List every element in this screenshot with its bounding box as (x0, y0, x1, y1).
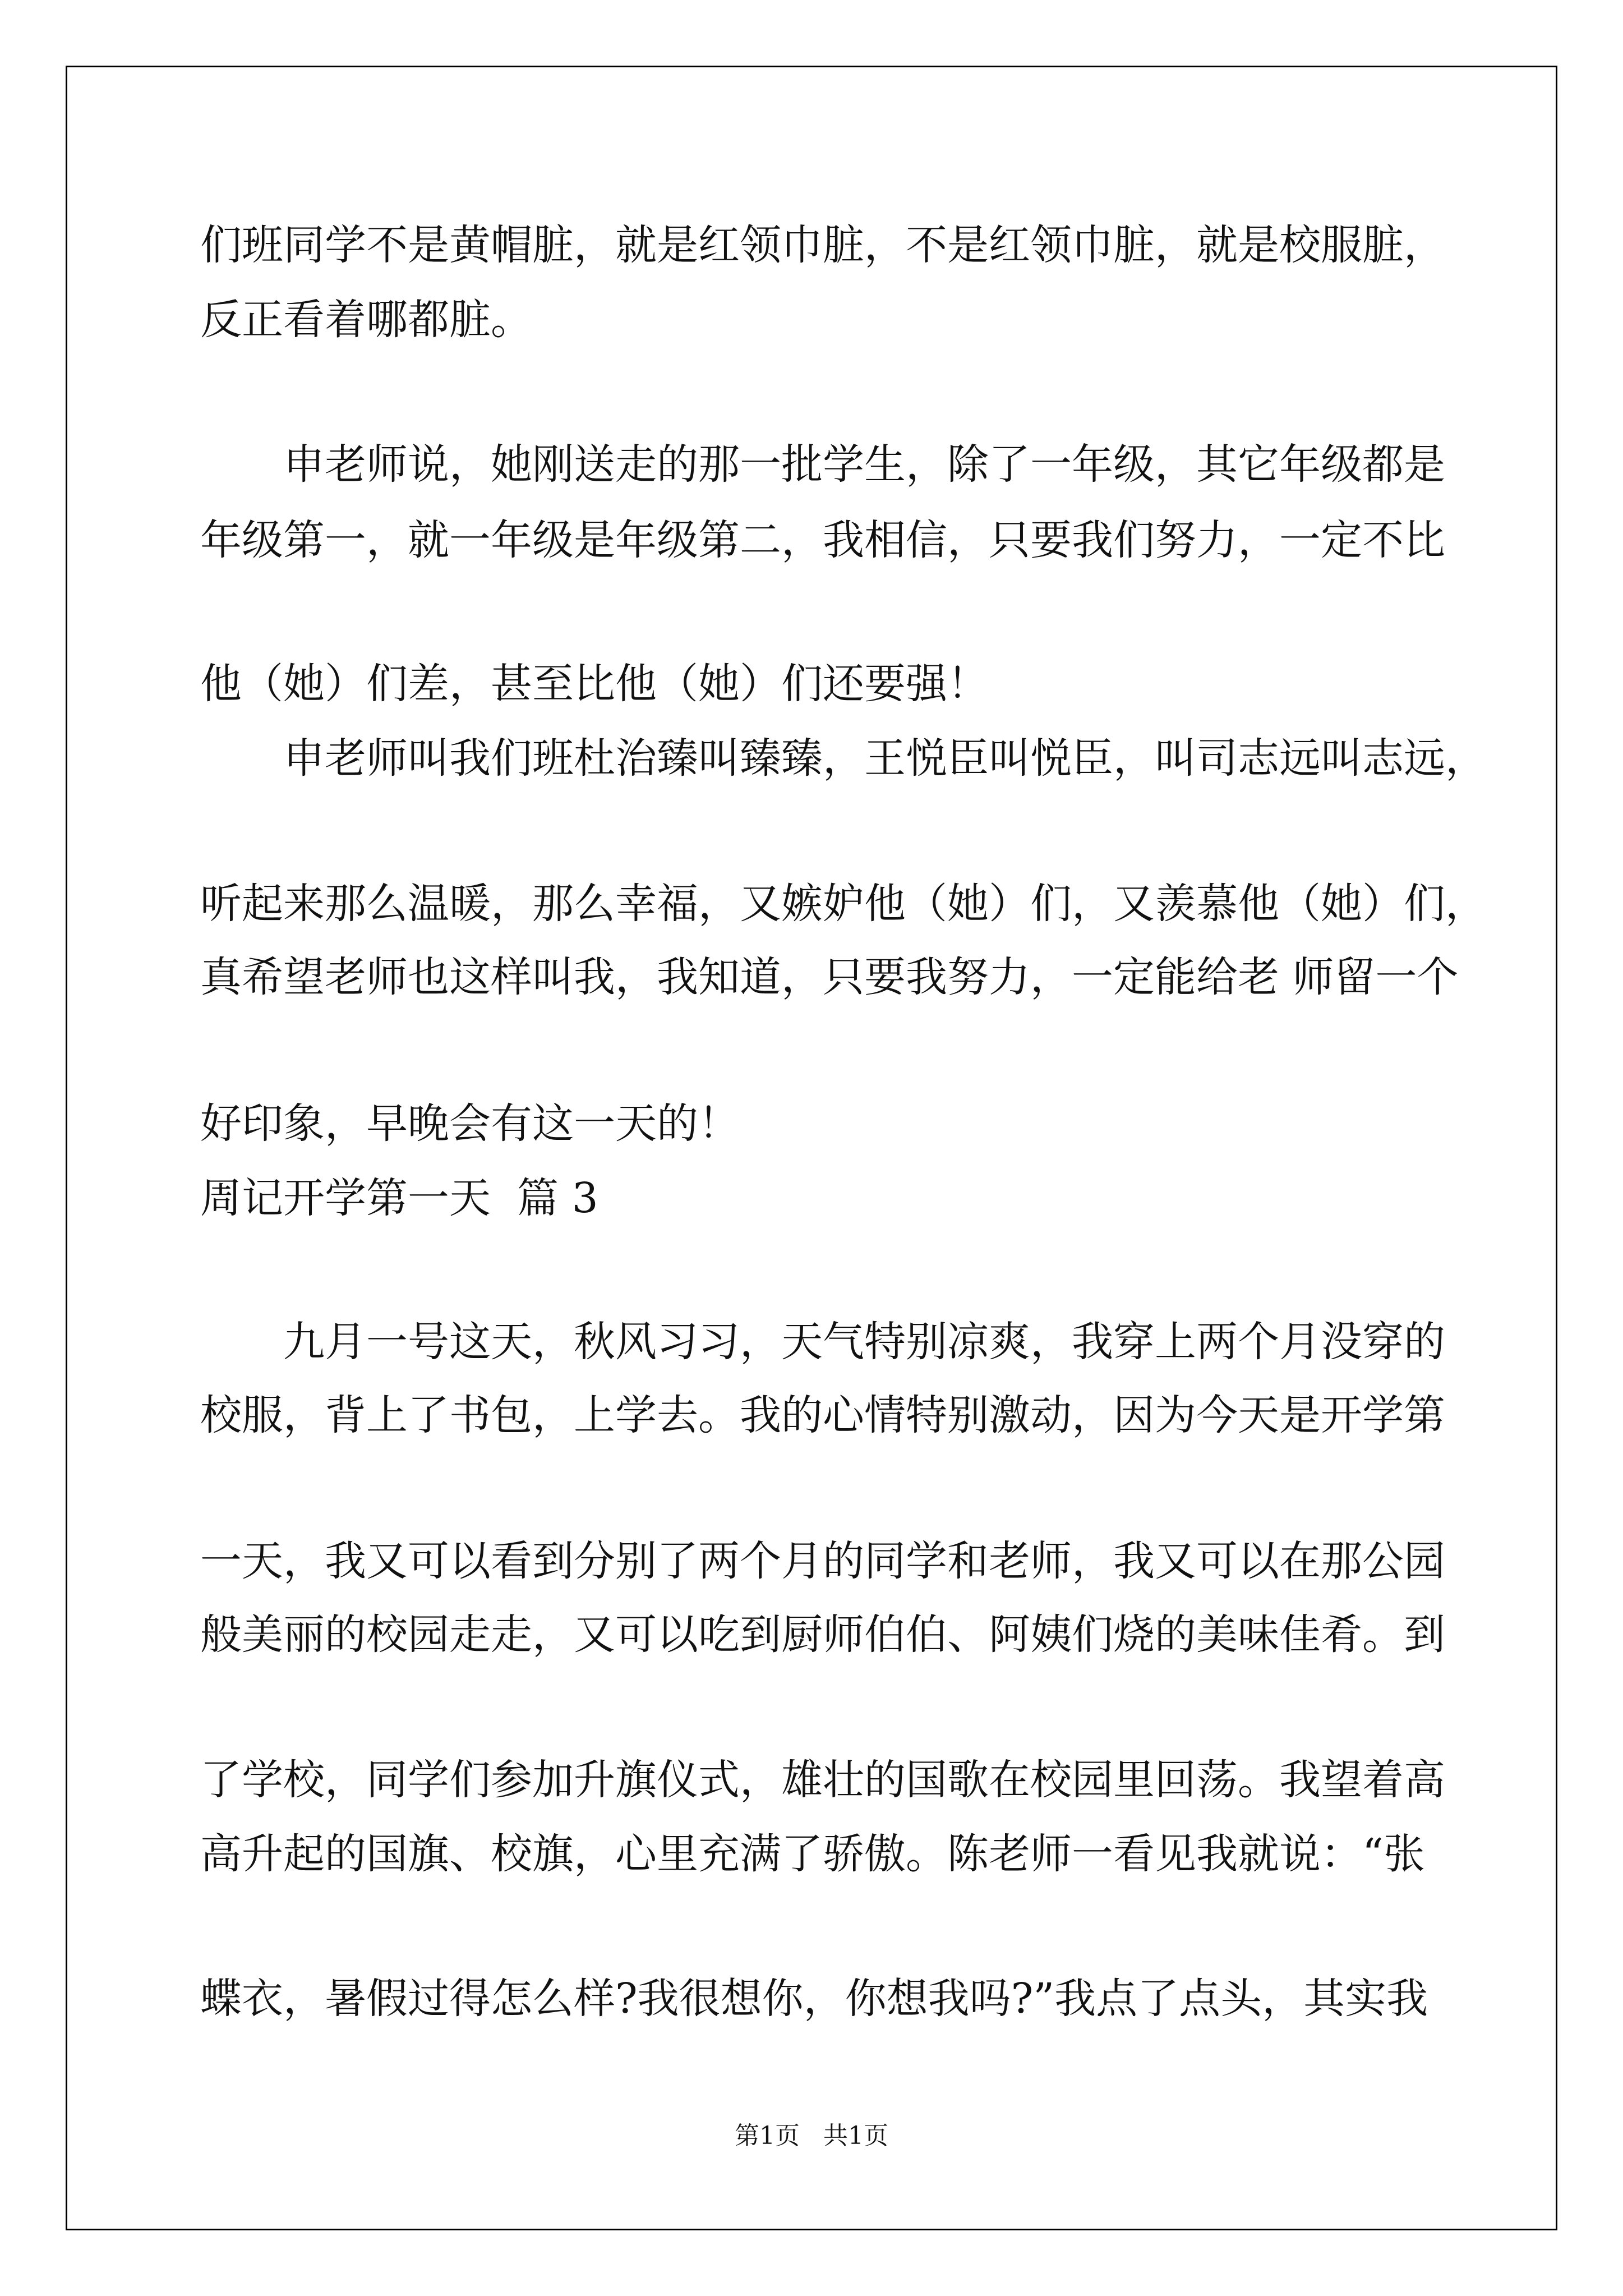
section-heading: 周记开学第一天 篇 3 (200, 1174, 598, 1222)
page-number-footer: 第1页 共1页 (735, 2122, 888, 2150)
text-line: 好印象，早晚会有这一天的！ (200, 1099, 740, 1148)
text-line: 听起来那么温暖，那么幸福，又嫉妒他（她）们，又羡慕他（她）们， (200, 880, 1487, 928)
text-line: 一天，我又可以看到分别了两个月的同学和老师，我又可以在那公园 (200, 1537, 1445, 1585)
text-line: 反正看着哪都脏。 (200, 296, 532, 344)
text-line: 了学校，同学们参加升旗仪式，雄壮的国歌在校园里回荡。我望着高 (200, 1756, 1445, 1804)
text-line: 们班同学不是黄帽脏，就是红领巾脏，不是红领巾脏，就是校服脏， (200, 221, 1445, 269)
text-line: 申老师说，她刚送走的那一批学生，除了一年级，其它年级都是 (283, 440, 1445, 489)
text-line: 他（她）们差，甚至比他（她）们还要强！ (200, 660, 989, 708)
text-line: 真希望老师也这样叫我，我知道，只要我努力，一定能给老 师留一个 (200, 953, 1459, 1001)
text-line: 高升起的国旗、校旗，心里充满了骄傲。陈老师一看见我就说：“张 (200, 1830, 1425, 1878)
text-line: 九月一号这天，秋风习习，天气特别凉爽，我穿上两个月没穿的 (283, 1318, 1445, 1366)
text-line: 蝶衣，暑假过得怎么样?我很想你，你想我吗?”我点了点头，其实我 (200, 1975, 1428, 2023)
text-line: 年级第一，就一年级是年级第二，我相信，只要我们努力，一定不比 (200, 516, 1445, 564)
text-line: 般美丽的校园走走，又可以吃到厨师伯伯、阿姨们烧的美味佳肴。到 (200, 1611, 1445, 1659)
text-line: 申老师叫我们班杜治臻叫臻臻，王悦臣叫悦臣，叫司志远叫志远， (283, 734, 1487, 783)
text-line: 校服，背上了书包，上学去。我的心情特别激动，因为今天是开学第 (200, 1391, 1445, 1439)
